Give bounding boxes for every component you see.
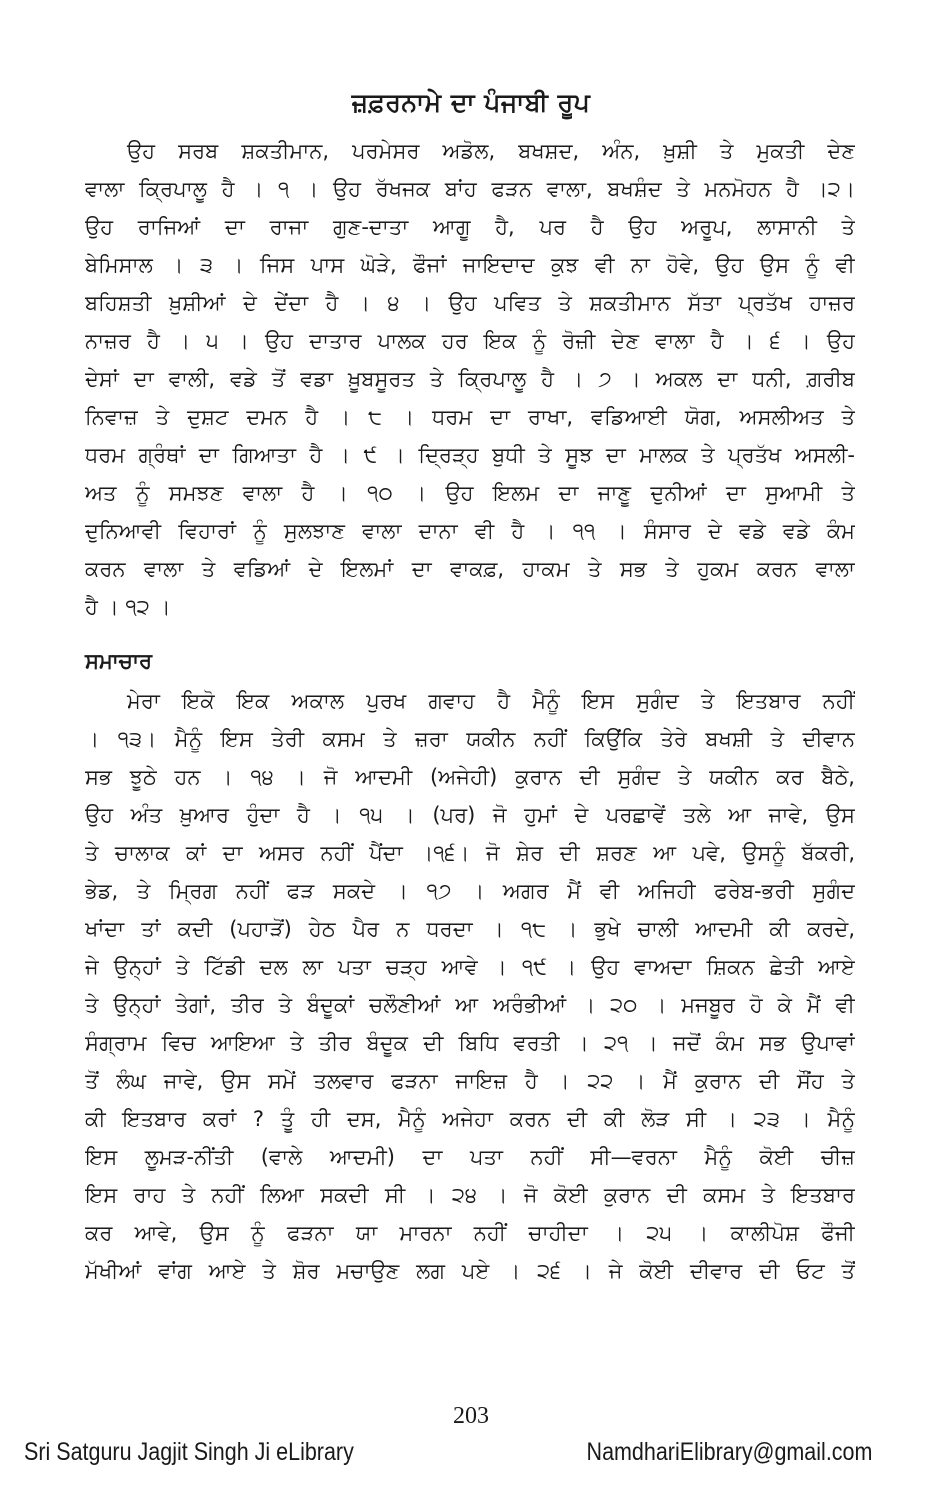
section-heading: ਸਮਾਚਾਰ	[85, 649, 152, 673]
text-line: ਦੇਸਾਂ ਦਾ ਵਾਲੀ, ਵਡੇ ਤੋਂ ਵਡਾ ਖ਼ੂਬਸੂਰਤ ਤੇ ਕ੍ਰਿਪਾਲੂ ਹੈ । ੭ । ਅਕਲ ਦਾ ਧਨੀ, ਗ਼ਰੀਬ	[85, 367, 855, 391]
footer-library-name: Sri Satguru Jagjit Singh Ji eLibrary	[24, 1438, 354, 1466]
page-title: ਜ਼ਫ਼ਰਨਾਮੇ ਦਾ ਪੰਜਾਬੀ ਰੂਪ	[351, 88, 591, 117]
text-line: ਹੈ । ੧੨ ।	[85, 595, 171, 619]
body-text	[85, 132, 855, 1290]
text-line: ਉਹ ਰਾਜਿਆਂ ਦਾ ਰਾਜਾ ਗੁਣ-ਦਾਤਾ ਆਗੂ ਹੈ, ਪਰ ਹੈ ਉਹ ਅਰੂਪ, ਲਾਸਾਨੀ ਤੇ	[85, 215, 855, 239]
text-line: ਨਿਵਾਜ਼ ਤੇ ਦੁਸ਼ਟ ਦਮਨ ਹੈ । ੮ । ਧਰਮ ਦਾ ਰਾਖਾ, ਵਡਿਆਈ ਯੋਗ, ਅਸਲੀਅਤ ਤੇ	[85, 405, 855, 429]
text-line: ਉਹ ਅੰਤ ਖ਼ੁਆਰ ਹੁੰਦਾ ਹੈ । ੧੫ । (ਪਰ) ਜੋ ਹੁਮਾਂ ਦੇ ਪਰਛਾਵੇਂ ਤਲੇ ਆ ਜਾਵੇ, ਉਸ	[85, 803, 855, 827]
text-line: ਉਹ ਸਰਬ ਸ਼ਕਤੀਮਾਨ, ਪਰਮੇਸਰ ਅਡੋਲ, ਬਖਸ਼ਦ, ਅੰਨ, ਖ਼ੁਸ਼ੀ ਤੇ ਮੁਕਤੀ ਦੇਣ	[127, 139, 855, 163]
text-line: ਧਰਮ ਗ੍ਰੰਥਾਂ ਦਾ ਗਿਆਤਾ ਹੈ । ੯ । ਦ੍ਰਿੜ੍ਹ ਬੁਧੀ ਤੇ ਸੂਝ ਦਾ ਮਾਲਕ ਤੇ ਪ੍ਰਤੱਖ ਅਸਲੀ-	[85, 443, 855, 467]
text-line: ਕਰ ਆਵੇ, ਉਸ ਨੂੰ ਫੜਨਾ ਯਾ ਮਾਰਨਾ ਨਹੀਂ ਚਾਹੀਦਾ । ੨੫ । ਕਾਲੀਪੋਸ਼ ਫੌਜੀ	[85, 1221, 855, 1245]
text-line: ਤੇ ਚਾਲਾਕ ਕਾਂ ਦਾ ਅਸਰ ਨਹੀਂ ਪੈਂਦਾ ।੧੬। ਜੋ ਸ਼ੇਰ ਦੀ ਸ਼ਰਣ ਆ ਪਵੇ, ਉਸਨੂੰ ਬੱਕਰੀ,	[85, 841, 855, 865]
text-line: ਤੇ ਉਨ੍ਹਾਂ ਤੇਗਾਂ, ਤੀਰ ਤੇ ਬੰਦੂਕਾਂ ਚਲੌਣੀਆਂ ਆ ਅਰੰਭੀਆਂ । ੨੦ । ਮਜਬੂਰ ਹੋ ਕੇ ਮੈਂ ਵੀ	[85, 993, 855, 1017]
text-line: ਸੰਗ੍ਰਾਮ ਵਿਚ ਆਇਆ ਤੇ ਤੀਰ ਬੰਦੂਕ ਦੀ ਬਿਧਿ ਵਰਤੀ । ੨੧ । ਜਦੋਂ ਕੰਮ ਸਭ ਉਪਾਵਾਂ	[85, 1031, 855, 1055]
text-line: ਇਸ ਰਾਹ ਤੇ ਨਹੀਂ ਲਿਆ ਸਕਦੀ ਸੀ । ੨੪ । ਜੋ ਕੋਈ ਕੁਰਾਨ ਦੀ ਕਸਮ ਤੇ ਇਤਬਾਰ	[85, 1183, 855, 1207]
text-line: ਮੇਰਾ ਇਕੋ ਇਕ ਅਕਾਲ ਪੁਰਖ ਗਵਾਹ ਹੈ ਮੈਨੂੰ ਇਸ ਸੁਗੰਦ ਤੇ ਇਤਬਾਰ ਨਹੀਂ	[127, 689, 855, 713]
text-line: ਨਾਜ਼ਰ ਹੈ । ੫ । ਉਹ ਦਾਤਾਰ ਪਾਲਕ ਹਰ ਇਕ ਨੂੰ ਰੋਜ਼ੀ ਦੇਣ ਵਾਲਾ ਹੈ । ੬ । ਉਹ	[85, 329, 855, 353]
text-line: ਭੇਡ, ਤੇ ਮ੍ਰਿਗ ਨਹੀਂ ਫੜ ਸਕਦੇ । ੧੭ । ਅਗਰ ਮੈਂ ਵੀ ਅਜਿਹੀ ਫਰੇਬ-ਭਰੀ ਸੁਗੰਦ	[85, 879, 855, 903]
text-line: ਬਹਿਸ਼ਤੀ ਖ਼ੁਸ਼ੀਆਂ ਦੇ ਦੇਂਦਾ ਹੈ । ੪ । ਉਹ ਪਵਿਤ ਤੇ ਸ਼ਕਤੀਮਾਨ ਸੱਤਾ ਪ੍ਰਤੱਖ ਹਾਜ਼ਰ	[85, 291, 855, 315]
text-line: ਇਸ ਲੂਮੜ-ਨੀਂਤੀ (ਵਾਲੇ ਆਦਮੀ) ਦਾ ਪਤਾ ਨਹੀਂ ਸੀ—ਵਰਨਾ ਮੈਨੂੰ ਕੋਈ ਚੀਜ਼	[85, 1145, 855, 1169]
text-line: ਅਤ ਨੂੰ ਸਮਝਣ ਵਾਲਾ ਹੈ । ੧੦ । ਉਹ ਇਲਮ ਦਾ ਜਾਣੂ ਦੁਨੀਆਂ ਦਾ ਸੁਆਮੀ ਤੇ	[85, 481, 855, 505]
text-line: ਸਭ ਝੂਠੇ ਹਨ । ੧੪ । ਜੋ ਆਦਮੀ (ਅਜੇਹੀ) ਕੁਰਾਨ ਦੀ ਸੁਗੰਦ ਤੇ ਯਕੀਨ ਕਰ ਬੈਠੇ,	[85, 765, 855, 789]
text-line: ਕੀ ਇਤਬਾਰ ਕਰਾਂ ? ਤੂੰ ਹੀ ਦਸ, ਮੈਨੂੰ ਅਜੇਹਾ ਕਰਨ ਦੀ ਕੀ ਲੋੜ ਸੀ । ੨੩ । ਮੈਨੂੰ	[85, 1107, 855, 1131]
text-line: ਦੁਨਿਆਵੀ ਵਿਹਾਰਾਂ ਨੂੰ ਸੁਲਝਾਣ ਵਾਲਾ ਦਾਨਾ ਵੀ ਹੈ । ੧੧ । ਸੰਸਾਰ ਦੇ ਵਡੇ ਵਡੇ ਕੰਮ	[85, 519, 855, 543]
text-line: ਖਾਂਦਾ ਤਾਂ ਕਦੀ (ਪਹਾੜੋਂ) ਹੇਠ ਪੈਰ ਨ ਧਰਦਾ । ੧੮ । ਭੁਖੇ ਚਾਲੀ ਆਦਮੀ ਕੀ ਕਰਦੇ,	[85, 917, 855, 941]
text-line: ਵਾਲਾ ਕ੍ਰਿਪਾਲੂ ਹੈ । ੧ । ਉਹ ਰੱਖਜਕ ਬਾਂਹ ਫੜਨ ਵਾਲਾ, ਬਖਸ਼ੰਦ ਤੇ ਮਨਮੋਹਨ ਹੈ ।੨।	[85, 177, 855, 201]
text-line: । ੧੩। ਮੈਨੂੰ ਇਸ ਤੇਰੀ ਕਸਮ ਤੇ ਜ਼ਰਾ ਯਕੀਨ ਨਹੀਂ ਕਿਉਂਕਿ ਤੇਰੇ ਬਖਸ਼ੀ ਤੇ ਦੀਵਾਨ	[85, 727, 855, 751]
text-line: ਮੱਖੀਆਂ ਵਾਂਗ ਆਏ ਤੇ ਸ਼ੋਰ ਮਚਾਉਣ ਲਗ ਪਏ । ੨੬ । ਜੇ ਕੋਈ ਦੀਵਾਰ ਦੀ ਓਟ ਤੋਂ	[85, 1259, 855, 1283]
text-line: ਕਰਨ ਵਾਲਾ ਤੇ ਵਡਿਆਂ ਦੇ ਇਲਮਾਂ ਦਾ ਵਾਕਫ਼, ਹਾਕਮ ਤੇ ਸਭ ਤੇ ਹੁਕਮ ਕਰਨ ਵਾਲਾ	[85, 557, 855, 581]
page-number: 203	[453, 1403, 489, 1429]
text-line: ਤੋਂ ਲੰਘ ਜਾਵੇ, ਉਸ ਸਮੇਂ ਤਲਵਾਰ ਫੜਨਾ ਜਾਇਜ਼ ਹੈ । ੨੨ । ਮੈਂ ਕੁਰਾਨ ਦੀ ਸੌਂਹ ਤੇ	[85, 1069, 855, 1093]
text-line: ਬੇਮਿਸਾਲ । ੩ । ਜਿਸ ਪਾਸ ਘੋੜੇ, ਫੌਜਾਂ ਜਾਇਦਾਦ ਕੁਝ ਵੀ ਨਾ ਹੋਵੇ, ਉਹ ਉਸ ਨੂੰ ਵੀ	[85, 253, 855, 277]
footer-email: NamdhariElibrary@gmail.com	[586, 1438, 872, 1466]
text-line: ਜੇ ਉਨ੍ਹਾਂ ਤੇ ਟਿੱਡੀ ਦਲ ਲਾ ਪਤਾ ਚੜ੍ਹ ਆਵੇ । ੧੯ । ਉਹ ਵਾਅਦਾ ਸ਼ਿਕਨ ਛੇਤੀ ਆਏ	[85, 955, 855, 979]
